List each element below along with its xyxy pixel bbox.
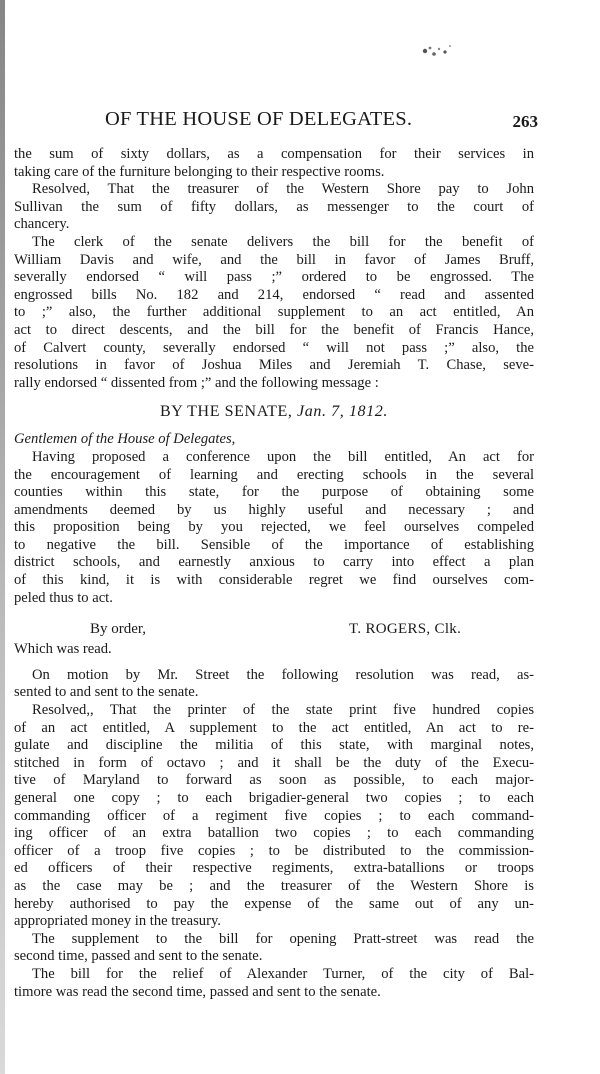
- text-line: to negative the bill. Sensible of the importance of establishing: [14, 536, 534, 553]
- read-note: Which was read.: [14, 641, 112, 658]
- text-line: as the case may be ; and the treasurer of the Western Shore is: [14, 877, 534, 894]
- text-line: appropriated money in the treasury.: [14, 913, 221, 930]
- text-line: general one copy ; to each brigadier-general two copies ; to each: [14, 790, 534, 806]
- senate-message-heading: [14, 401, 534, 423]
- signer: T. ROGERS, Clk.: [349, 621, 462, 638]
- text-line: the encouragement of learning and erecting schools in the several: [14, 466, 534, 483]
- text-line: Resolved,, That the printer of the state print five hundred copies: [32, 702, 534, 719]
- text-line: chancery.: [14, 216, 70, 233]
- text-line: this proposition being by you rejected, we feel ourselves compeled: [14, 519, 534, 536]
- senate-heading-prefix: BY THE SENATE,: [160, 403, 293, 421]
- text-line: amendments deemed by us highly useful and necessary ; and: [14, 501, 534, 518]
- text-line: of this kind, it is with considerable regret we find ourselves com-: [14, 572, 534, 589]
- text-line: of an act entitled, A supplement to the act entitled, An act to re-: [14, 719, 534, 736]
- paragraph-gap: [14, 659, 534, 667]
- text-line: act to direct descents, and the bill for the benefit of Francis Hance,: [14, 321, 534, 338]
- text-line: gulate and discipline the militia of this state, with marginal notes,: [14, 737, 534, 754]
- ink-smudge-mark: [415, 40, 457, 62]
- text-line: tive of Maryland to forward as soon as possible, to each major-: [14, 772, 534, 789]
- text-line: officer of a troop five copies ; to be distributed to the commission-: [14, 842, 534, 859]
- text-line: Resolved, That the treasurer of the Western Shore pay to John: [32, 181, 534, 198]
- text-line: hereby authorised to pay the expense of the same out of any un-: [14, 895, 534, 912]
- page-header: [0, 108, 600, 138]
- text-line: peled thus to act.: [14, 589, 113, 606]
- text-line: William Davis and wife, and the bill in favor of James Bruff,: [14, 251, 534, 268]
- text-line: the sum of sixty dollars, as a compensation for their services in: [14, 146, 534, 162]
- text-line: taking care of the furniture belonging to their respective rooms.: [14, 163, 385, 180]
- by-order: By order,: [90, 621, 147, 638]
- text-line: second time, passed and sent to the senate.: [14, 948, 263, 965]
- text-line: to ;” also, the further additional supplement to an act entitled, An: [14, 304, 534, 321]
- text-line: The bill for the relief of Alexander Turner, of the city of Bal-: [32, 965, 534, 982]
- text-line: sented to and sent to the senate.: [14, 684, 199, 701]
- text-line: timore was read the second time, passed and sent to the senate.: [14, 983, 381, 1000]
- page-number: 263: [512, 112, 538, 131]
- salutation: Gentlemen of the House of Delegates,: [14, 431, 236, 448]
- running-head: OF THE HOUSE OF DELEGATES.: [105, 108, 413, 130]
- text-line: resolutions in favor of Joshua Miles and Jeremiah T. Chase, seve-: [14, 357, 534, 374]
- text-line: severally endorsed “ will pass ;” ordered to be engrossed. The: [14, 269, 534, 286]
- signature-block: [14, 617, 534, 641]
- senate-heading-date: Jan. 7, 1812.: [297, 403, 388, 421]
- text-line: On motion by Mr. Street the following resolution was read, as-: [32, 666, 534, 683]
- text-line: ing officer of an extra batallion two copies ; to each commanding: [14, 825, 534, 842]
- text-line: of Calvert county, severally endorsed “ will not pass ;” also, the: [14, 339, 534, 356]
- binding-edge-shadow: [0, 0, 5, 1074]
- text-line: ed officers of their respective regiments, extra-batallions or troops: [14, 860, 534, 877]
- text-line: counties within this state, for the purpose of obtaining some: [14, 484, 534, 501]
- text-line: district schools, and earnestly anxious to carry into effect a plan: [14, 554, 534, 571]
- text-line: commanding officer of a regiment five copies ; to each command-: [14, 807, 534, 824]
- text-line: rally endorsed “ dissented from ;” and the following message :: [14, 374, 379, 391]
- text-line: stitched in form of octavo ; and it shall be the duty of the Execu-: [14, 754, 534, 771]
- text-line: engrossed bills No. 182 and 214, endorsed “ read and assented: [14, 286, 534, 303]
- text-line: Having proposed a conference upon the bill entitled, An act for: [32, 448, 534, 465]
- text-line: The clerk of the senate delivers the bill for the benefit of: [32, 233, 534, 250]
- text-line: Sullivan the sum of fifty dollars, as messenger to the court of: [14, 198, 534, 215]
- body-text: [14, 146, 534, 1001]
- text-line: The supplement to the bill for opening Pratt-street was read the: [32, 930, 534, 947]
